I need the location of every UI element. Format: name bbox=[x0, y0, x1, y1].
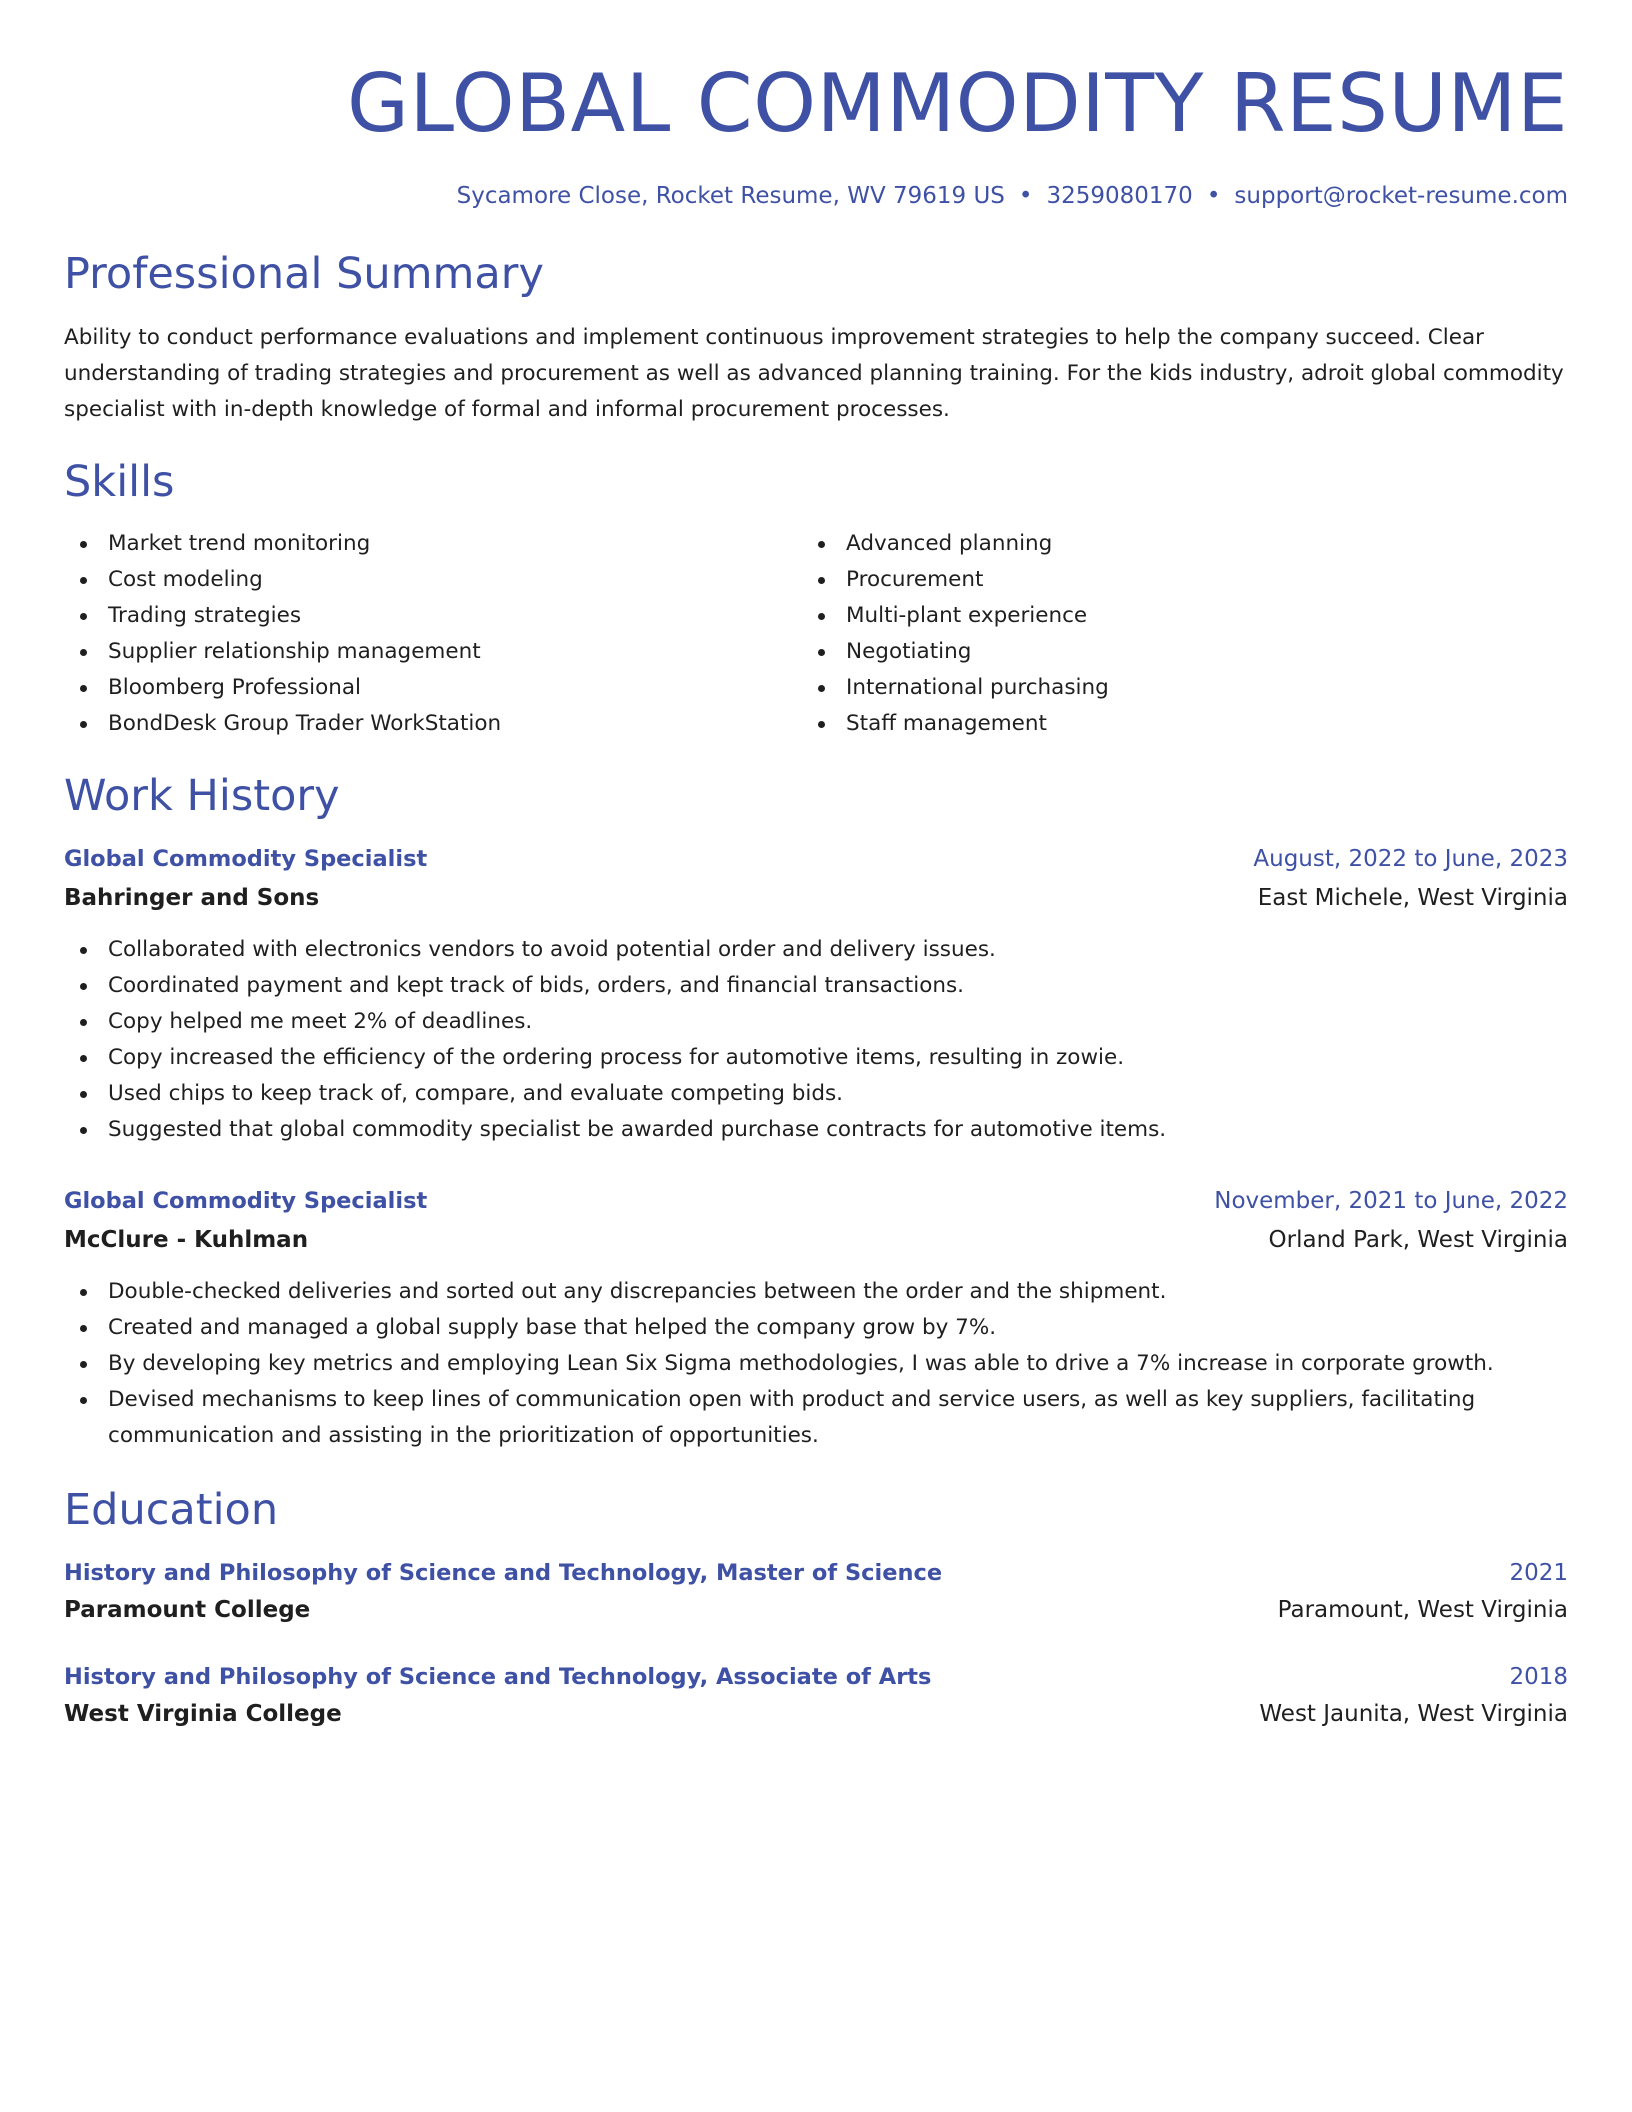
job-bullet: Coordinated payment and kept track of bids, orders, and financial transactions. bbox=[64, 968, 1568, 1004]
job-entry bbox=[64, 1182, 1568, 1454]
work-history-heading: Work History bbox=[64, 771, 340, 821]
education-school: West Virginia College bbox=[64, 1701, 342, 1727]
job-dates: November, 2021 to June, 2022 bbox=[1214, 1188, 1568, 1214]
job-bullet: Double-checked deliveries and sorted out any discrepancies between the order and the shipment. bbox=[64, 1274, 1568, 1310]
job-bullets bbox=[64, 1274, 1568, 1454]
job-employer: McClure - Kuhlman bbox=[64, 1227, 309, 1253]
education-heading: Education bbox=[64, 1485, 279, 1535]
skill-item: Supplier relationship management bbox=[64, 634, 802, 670]
skill-item: Advanced planning bbox=[802, 526, 1540, 562]
summary-heading: Professional Summary bbox=[64, 249, 544, 299]
job-bullet: Copy helped me meet 2% of deadlines. bbox=[64, 1004, 1568, 1040]
skill-item: International purchasing bbox=[802, 670, 1540, 706]
job-bullet: Copy increased the efficiency of the ordering process for automotive items, resulting in zowie. bbox=[64, 1040, 1568, 1076]
skill-item: Multi-plant experience bbox=[802, 598, 1540, 634]
job-header-row bbox=[64, 1182, 1568, 1220]
contact-email: support@rocket-resume.com bbox=[1234, 183, 1568, 209]
skill-item: Cost modeling bbox=[64, 562, 802, 598]
education-header-row bbox=[64, 1554, 1568, 1592]
skills-list bbox=[64, 526, 1568, 742]
job-bullet: Used chips to keep track of, compare, and evaluate competing bids. bbox=[64, 1076, 1568, 1112]
job-employer: Bahringer and Sons bbox=[64, 885, 320, 911]
education-header-row bbox=[64, 1658, 1568, 1696]
education-degree: History and Philosophy of Science and Technology, Associate of Arts bbox=[64, 1664, 932, 1690]
skill-item: Trading strategies bbox=[64, 598, 802, 634]
job-bullet: Created and managed a global supply base that helped the company grow by 7%. bbox=[64, 1310, 1568, 1346]
job-bullet: By developing key metrics and employing Lean Six Sigma methodologies, I was able to drive a 7% increase in corporate growth. bbox=[64, 1346, 1568, 1382]
contact-line bbox=[64, 180, 1568, 212]
skill-item: BondDesk Group Trader WorkStation bbox=[64, 706, 802, 742]
job-entry bbox=[64, 840, 1568, 1148]
skill-item: Procurement bbox=[802, 562, 1540, 598]
job-employer-row bbox=[64, 1220, 1568, 1260]
education-school-row bbox=[64, 1592, 1568, 1628]
contact-phone: 3259080170 bbox=[1046, 183, 1193, 209]
education-location: Paramount, West Virginia bbox=[1277, 1597, 1568, 1623]
education-degree: History and Philosophy of Science and Technology, Master of Science bbox=[64, 1560, 943, 1586]
education-year: 2021 bbox=[1509, 1560, 1568, 1586]
education-entry bbox=[64, 1658, 1568, 1732]
job-dates: August, 2022 to June, 2023 bbox=[1253, 846, 1568, 872]
job-bullets bbox=[64, 932, 1568, 1148]
job-title: Global Commodity Specialist bbox=[64, 846, 428, 872]
skill-item: Market trend monitoring bbox=[64, 526, 802, 562]
skill-item: Negotiating bbox=[802, 634, 1540, 670]
job-header-row bbox=[64, 840, 1568, 878]
education-school: Paramount College bbox=[64, 1597, 311, 1623]
contact-address: Sycamore Close, Rocket Resume, WV 79619 US bbox=[456, 183, 1005, 209]
skills-heading: Skills bbox=[64, 457, 175, 507]
job-bullet: Suggested that global commodity specialist be awarded purchase contracts for automotive items. bbox=[64, 1112, 1568, 1148]
job-location: East Michele, West Virginia bbox=[1257, 885, 1568, 911]
skills-column-right bbox=[802, 526, 1540, 742]
skills-column-left bbox=[64, 526, 802, 742]
summary-text: Ability to conduct performance evaluations and implement continuous improvement strategies to help the company succeed. Clear understanding of trading strategies and procurement as well as advanced planning training. For the kids industry, adroit global commodity specialist with in-depth knowledge of formal and informal procurement processes. bbox=[64, 325, 1564, 422]
skill-item: Bloomberg Professional bbox=[64, 670, 802, 706]
job-bullet: Devised mechanisms to keep lines of communication open with product and service users, as well as key suppliers, facilitating communication and assisting in the prioritization of opportunities. bbox=[64, 1382, 1568, 1454]
job-title: Global Commodity Specialist bbox=[64, 1188, 428, 1214]
education-year: 2018 bbox=[1509, 1664, 1568, 1690]
education-location: West Jaunita, West Virginia bbox=[1259, 1701, 1568, 1727]
contact-separator: • bbox=[1206, 183, 1221, 209]
job-bullet: Collaborated with electronics vendors to avoid potential order and delivery issues. bbox=[64, 932, 1568, 968]
resume-name: GLOBAL COMMODITY RESUME bbox=[346, 57, 1568, 150]
contact-separator: • bbox=[1018, 183, 1033, 209]
job-employer-row bbox=[64, 878, 1568, 918]
education-school-row bbox=[64, 1696, 1568, 1732]
education-entry bbox=[64, 1554, 1568, 1628]
skill-item: Staff management bbox=[802, 706, 1540, 742]
job-location: Orland Park, West Virginia bbox=[1268, 1227, 1568, 1253]
